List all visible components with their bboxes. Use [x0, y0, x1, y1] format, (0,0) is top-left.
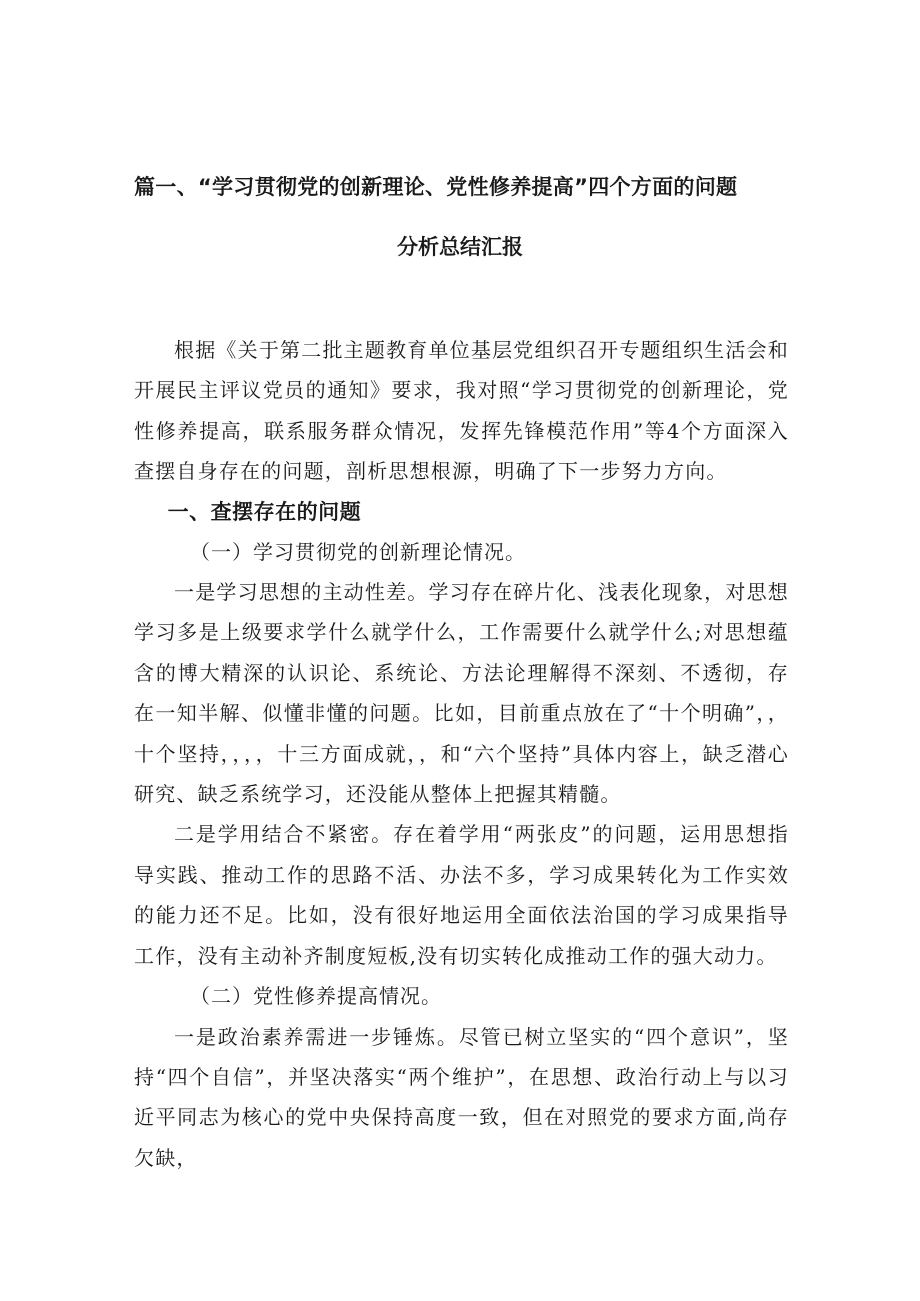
paragraph-1-1: 一是学习思想的主动性差。学习存在碎片化、浅表化现象，对思想学习多是上级要求学什么就学什么，工作需要什么就学什么;对思想蕴含的博大精深的认识论、系统论、方法论理解得不深刻、不透彻，存在一知半解、似懂非懂的问题。比如，目前重点放在了“十个明确”，，十个坚持，，，，十三方面成就，，和“六个坚持”具体内容上，缺乏潜心研究、缺乏系统学习，还没能从整体上把握其精髓。: [134, 580, 789, 807]
subsection-heading-1: （一）学习贯彻党的创新理论情况。: [190, 539, 526, 564]
paragraph-2-1: 一是政治素养需进一步锤炼。尽管已树立坚实的“四个意识”，坚持“四个自信”，并坚决落实“两个维护”，在思想、政治行动上与以习近平同志为核心的党中央保持高度一致，但在对照党的要求方面,尚存欠缺，: [134, 1024, 789, 1170]
document-title-line2: 分析总结汇报: [397, 235, 523, 259]
subsection-heading-2: （二）党性修养提高情况。: [190, 984, 442, 1009]
paragraph-1-2: 二是学用结合不紧密。存在着学用“两张皮”的问题，运用思想指导实践、推动工作的思路不活、办法不多，学习成果转化为工作实效的能力还不足。比如，没有很好地运用全面依法治国的学习成果指导工作，没有主动补齐制度短板,没有切实转化成推动工作的强大动力。: [134, 822, 789, 968]
section-heading-1: 一、查摆存在的问题: [167, 499, 362, 524]
document-body: [134, 330, 789, 1178]
document-title-line1: 篇一、“学习贯彻党的创新理论、党性修养提高”四个方面的问题: [134, 175, 738, 199]
intro-paragraph: 根据《关于第二批主题教育单位基层党组织召开专题组织生活会和开展民主评议党员的通知》要求，我对照“学习贯彻党的创新理论，党性修养提高，联系服务群众情况，发挥先锋模范作用”等4个方面深入查摆自身存在的问题，剖析思想根源，明确了下一步努力方向。: [134, 338, 789, 484]
